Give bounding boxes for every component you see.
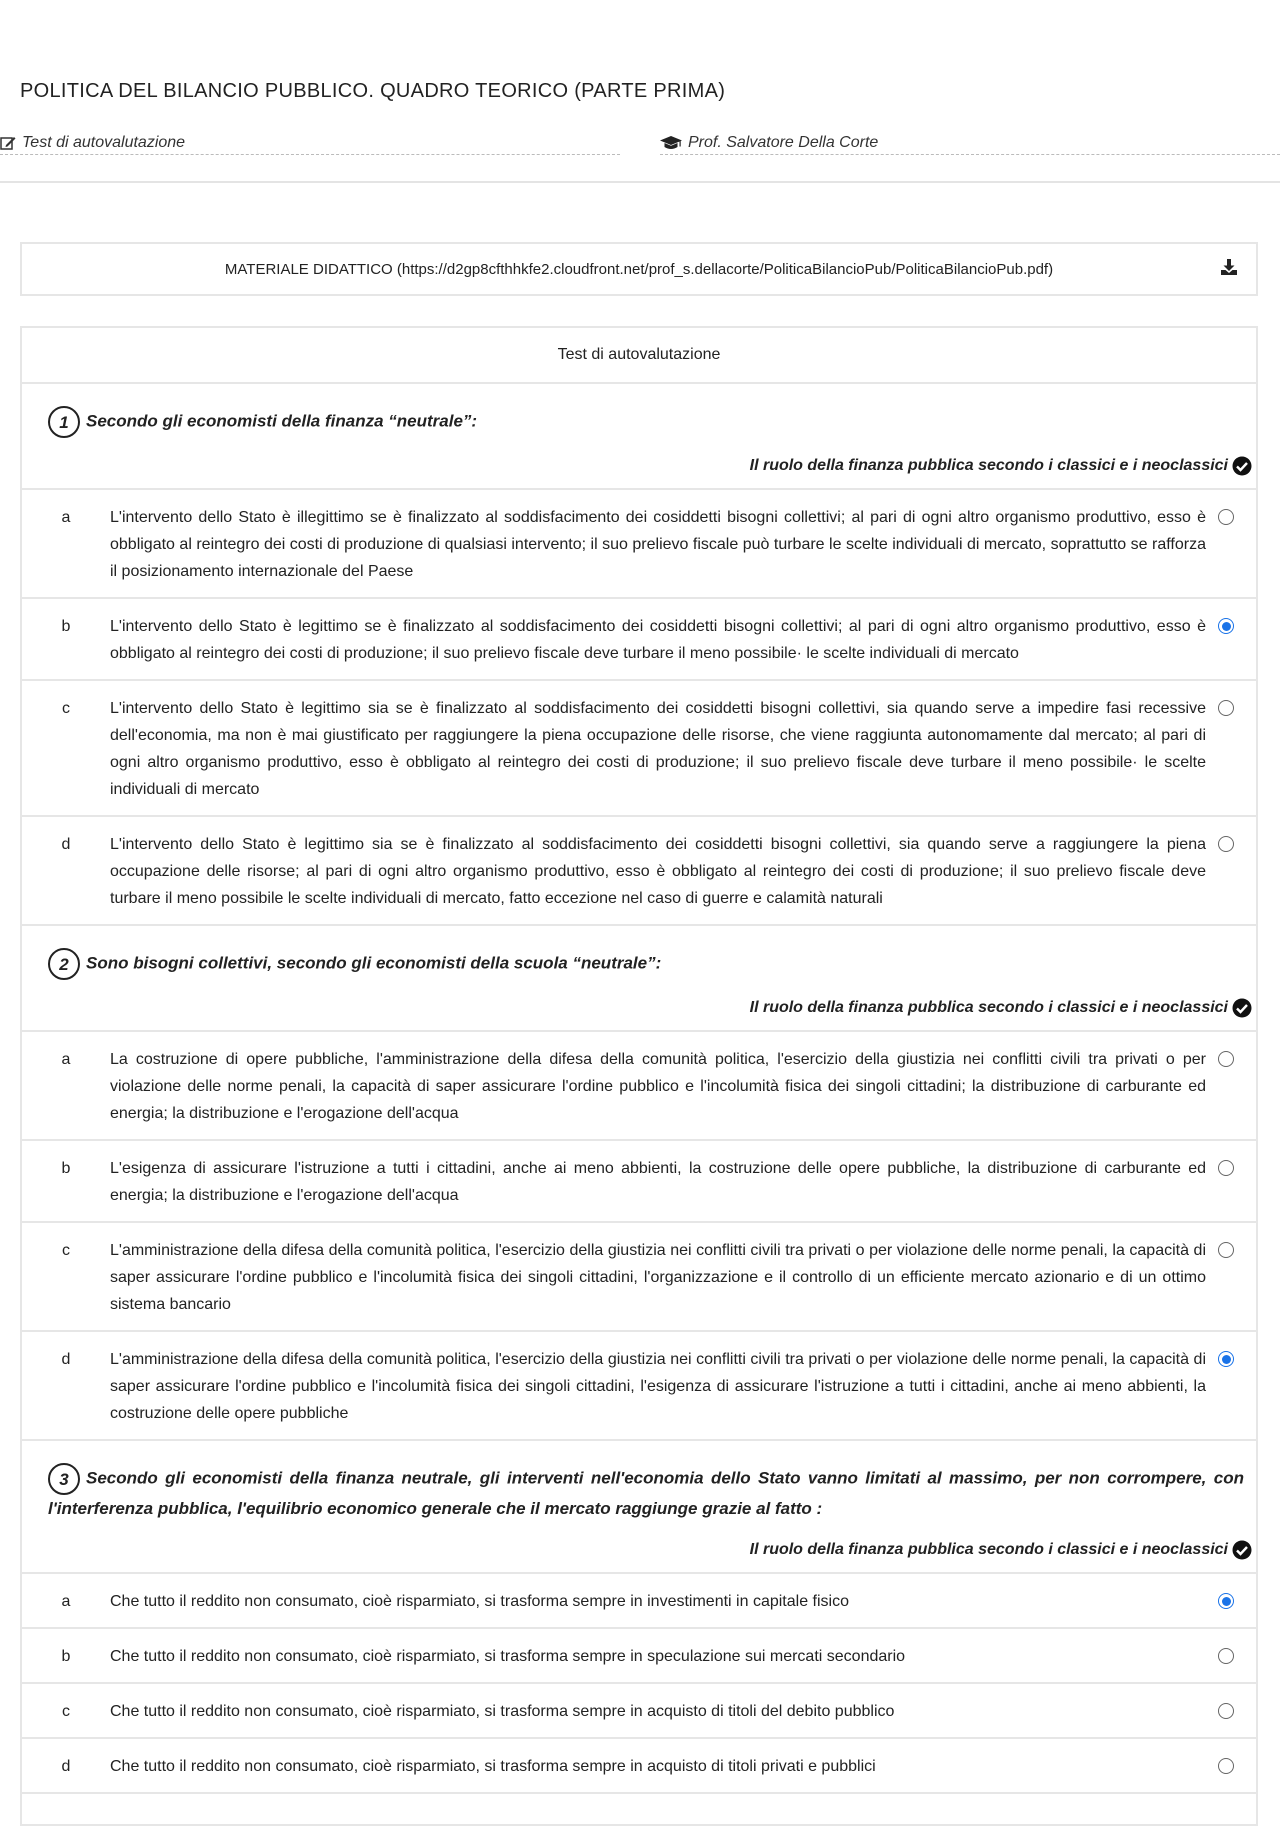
option-text: L'intervento dello Stato è legittimo sia se è finalizzato al soddisfacimento dei cosiddetti bisogni collettivi, sia quando serve a impedire fasi recessive dell'economia, ma non è mai giustificato per raggiungere la piena occupazione delle risorse, che viene raggiunta autonomamente dal mercato; al pari di ogni altro organismo produttivo, esso è obbligato al reintegro dei costi di produzione; il suo prelievo fiscale deve turbare il meno possibile· le scelte individuali di mercato [110,700,1206,798]
page-title: POLITICA DEL BILANCIO PUBBLICO. QUADRO TEORICO (PARTE PRIMA) [20,80,726,102]
test-panel [20,326,1258,1826]
question-topic [22,438,1256,488]
option-radio[interactable] [1218,1160,1234,1176]
option-b[interactable] [22,597,1256,679]
option-letter: a [61,509,71,526]
option-radio[interactable] [1218,1593,1234,1609]
option-a[interactable] [22,1572,1256,1627]
option-d[interactable] [22,815,1256,924]
question-2 [22,926,1256,1441]
option-letter: b [61,1648,71,1665]
option-d[interactable] [22,1330,1256,1439]
option-text: Che tutto il reddito non consumato, cioè risparmiato, si trasforma sempre in investimenti in capitale fisico [110,1593,849,1610]
test-label: Test di autovalutazione [22,134,186,151]
option-radio[interactable] [1218,1758,1234,1774]
check-circle-icon [1232,1540,1252,1560]
option-d[interactable] [22,1737,1256,1792]
option-text: L'intervento dello Stato è legittimo se è finalizzato al soddisfacimento dei cosiddetti bisogni collettivi; al pari di ogni altro organismo produttivo, esso è obbligato al reintegro dei costi di produzione; il suo prelievo fiscale deve turbare il meno possibile· le scelte individuali di mercato [110,618,1206,662]
option-text: La costruzione di opere pubbliche, l'amministrazione della difesa della comunità politica, l'esercizio della giustizia nei conflitti civili tra privati o per violazione delle norme penali, la capacità di saper assicurare l'ordine pubblico e l'incolumità fisica dei singoli cittadini; la distribuzione di carburante ed energia; la distribuzione e l'erogazione dell'acqua [110,1051,1206,1122]
topic-label: Il ruolo della finanza pubblica secondo i classici e i neoclassici [749,457,1228,474]
professor-link[interactable] [660,132,1280,155]
question-number: 1 [48,406,80,438]
option-radio[interactable] [1218,1242,1234,1258]
option-letter: a [61,1593,71,1610]
material-link[interactable]: MATERIALE DIDATTICO (https://d2gp8cfthhkfe2.cloudfront.net/prof_s.dellacorte/PoliticaBilancioPub/PoliticaBilancioPub.pdf) [224,260,1054,278]
header-divider [0,181,1280,183]
question-text [22,384,1256,438]
option-text: L'intervento dello Stato è legittimo sia se è finalizzato al soddisfacimento dei cosiddetti bisogni collettivi, sia quando serve a raggiungere la piena occupazione delle risorse; al pari di ogni altro organismo produttivo, esso è obbligato al reintegro dei costi di produzione; il suo prelievo fiscale deve turbare il meno possibile le scelte individuali di mercato, fatto eccezione nel caso di guerre e calamità naturali [110,836,1206,907]
topic-label: Il ruolo della finanza pubblica secondo i classici e i neoclassici [749,1541,1228,1558]
question-label: Sono bisogni collettivi, secondo gli economisti della scuola “neutrale”: [86,953,662,973]
graduation-cap-icon [660,136,682,150]
option-letter: d [61,1351,71,1368]
edit-icon [0,136,16,150]
option-radio[interactable] [1218,1351,1234,1367]
option-b[interactable] [22,1139,1256,1221]
option-letter: c [62,1703,70,1720]
question-label: Secondo gli economisti della finanza neutrale, gli interventi nell'economia dello Stato vanno limitati al massimo, per non corrompere, con l'interferenza pubblica, l'equilibrio economico generale che il mercato raggiunge grazie al fatto : [48,1468,1244,1518]
option-text: Che tutto il reddito non consumato, cioè risparmiato, si trasforma sempre in acquisto di titoli privati e pubblici [110,1758,876,1775]
question-1 [22,384,1256,926]
question-number: 3 [48,1463,80,1495]
option-text: L'amministrazione della difesa della comunità politica, l'esercizio della giustizia nei conflitti civili tra privati o per violazione delle norme penali, la capacità di saper assicurare l'ordine pubblico e l'incolumità fisica dei singoli cittadini, l'esigenza di assicurare l'istruzione a tutti i cittadini, anche ai meno abbienti, la costruzione delle opere pubbliche [110,1351,1206,1422]
option-text: Che tutto il reddito non consumato, cioè risparmiato, si trasforma sempre in acquisto di titoli del debito pubblico [110,1703,895,1720]
option-text: Che tutto il reddito non consumato, cioè risparmiato, si trasforma sempre in speculazione sui mercati secondario [110,1648,906,1665]
test-header: Test di autovalutazione [22,328,1256,384]
option-letter: d [61,836,71,853]
option-radio[interactable] [1218,1703,1234,1719]
question-text [22,926,1256,980]
download-icon[interactable] [1220,258,1238,276]
option-radio[interactable] [1218,618,1234,634]
topic-label: Il ruolo della finanza pubblica secondo i classici e i neoclassici [749,999,1228,1016]
option-radio[interactable] [1218,700,1234,716]
option-b[interactable] [22,1627,1256,1682]
option-c[interactable] [22,1221,1256,1330]
option-radio[interactable] [1218,836,1234,852]
option-letter: b [61,1160,71,1177]
option-a[interactable] [22,1030,1256,1139]
option-letter: d [61,1758,71,1775]
option-radio[interactable] [1218,1648,1234,1664]
option-c[interactable] [22,679,1256,815]
option-letter: c [62,700,70,717]
question-label: Secondo gli economisti della finanza “neutrale”: [86,411,478,431]
question-number: 2 [48,948,80,980]
option-a[interactable] [22,488,1256,597]
question-text [22,1441,1256,1522]
option-c[interactable] [22,1682,1256,1737]
option-radio[interactable] [1218,509,1234,525]
option-letter: a [61,1051,71,1068]
check-circle-icon [1232,456,1252,476]
question-topic [22,980,1256,1030]
test-link[interactable] [0,132,620,155]
option-letter: b [61,618,71,635]
material-box[interactable] [20,242,1258,296]
check-circle-icon [1232,998,1252,1018]
option-text: L'amministrazione della difesa della comunità politica, l'esercizio della giustizia nei conflitti civili tra privati o per violazione delle norme penali, la capacità di saper assicurare l'ordine pubblico e l'incolumità fisica dei singoli cittadini, l'organizzazione e il controllo di un efficiente mercato azionario e di un ottimo sistema bancario [110,1242,1206,1313]
option-radio[interactable] [1218,1051,1234,1067]
question-3 [22,1441,1256,1794]
professor-name: Prof. Salvatore Della Corte [688,134,879,151]
option-letter: c [62,1242,70,1259]
question-topic [22,1522,1256,1572]
option-text: L'intervento dello Stato è illegittimo se è finalizzato al soddisfacimento dei cosiddetti bisogni collettivi; al pari di ogni altro organismo produttivo, esso è obbligato al reintegro dei costi di produzione di qualsiasi intervento; il suo prelievo fiscale può turbare le scelte individuali di mercato, soprattutto se rafforza il posizionamento internazionale del Paese [110,509,1206,580]
option-text: L'esigenza di assicurare l'istruzione a tutti i cittadini, anche ai meno abbienti, la costruzione delle opere pubbliche, la distribuzione di carburante ed energia; la distribuzione e l'erogazione dell'acqua [110,1160,1206,1204]
meta-row [0,132,1280,156]
